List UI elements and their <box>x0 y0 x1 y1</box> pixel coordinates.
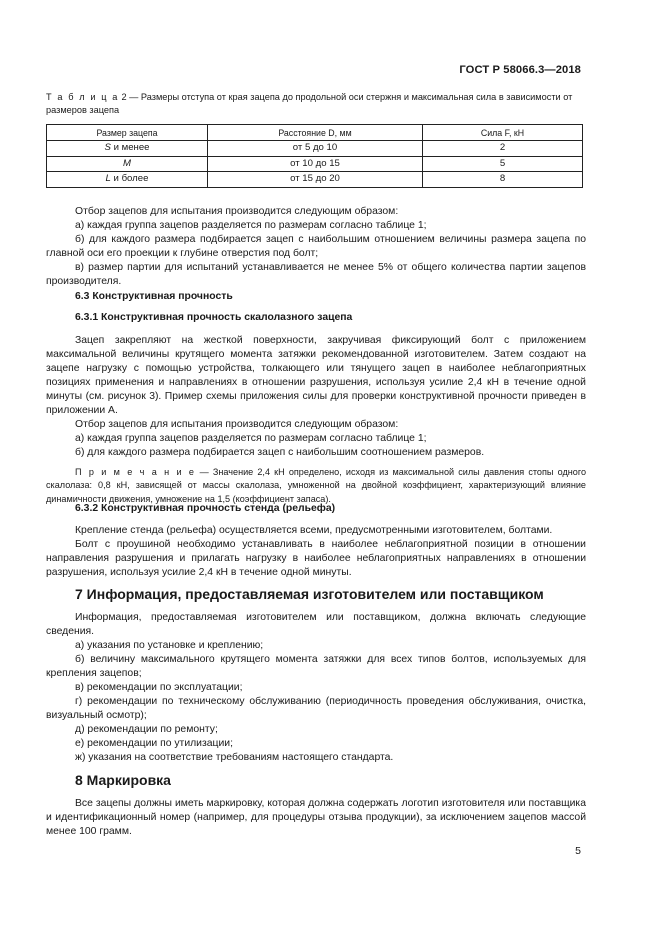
section-6-3-1 <box>46 311 586 506</box>
subsection-heading: 6.3.2 Конструктивная прочность стенда (рельефа) <box>75 503 336 514</box>
section-heading: 6.3 Конструктивная прочность <box>75 291 233 302</box>
table-row <box>47 156 583 172</box>
cell-size: S и менее <box>47 141 208 157</box>
cell-distance: от 15 до 20 <box>208 172 423 188</box>
list-item: ж) указания на соответствие требованиям настоящего стандарта. <box>75 752 394 763</box>
cell-force: 5 <box>423 156 583 172</box>
paragraph: Информация, предоставляемая изготовителем или поставщиком, должна включать следующие сведения. <box>46 612 586 637</box>
paragraph: Отбор зацепов для испытания производится следующим образом: <box>75 419 399 430</box>
col-header-size: Размер зацепа <box>47 125 208 141</box>
size-table <box>46 124 583 188</box>
table-caption-prefix: Т а б л и ц а <box>46 92 119 102</box>
col-header-force: Сила F, кН <box>423 125 583 141</box>
list-item: е) рекомендации по утилизации; <box>75 738 233 749</box>
cell-size: L и более <box>47 172 208 188</box>
paragraph: Болт с проушиной необходимо устанавливать в наиболее неблагоприятной позиции в отношении направления разрушения и прилагать нагрузку в наиболее неблагоприятных направлениях в отношении разрушения, используя усилие 2,4 кН в течение одной минуты. <box>46 539 586 578</box>
section-7 <box>46 587 586 765</box>
list-item: б) для каждого размера подбирается зацеп с наибольшим отношением величины размера зацепа по главной оси его проекции к глубине отверстия под болт; <box>46 234 586 259</box>
paragraph: Зацеп закрепляют на жесткой поверхности, закручивая фиксирующий болт с приложением максимальной величины крутящего момента затяжки рекомендованной изготовителем. Затем создают на зацепе нагрузку с помощью устройства, толкающего или тянущего зацеп в наиболее неблагоприятных позициях применения и направлениях в отношении разрушения, используя усилие 2,4 кН в течение одной минуты (см. рисунок 3). Пример схемы приложения силы для проверки конструктивной прочности приведен в приложении А. <box>46 335 586 416</box>
list-item: д) рекомендации по ремонту; <box>75 724 218 735</box>
list-item: в) размер партии для испытаний устанавливается не менее 5% от общего количества партии зацепов производителя. <box>46 262 586 287</box>
list-item: а) каждая группа зацепов разделяется по размерам согласно таблице 1; <box>75 220 427 231</box>
cell-size: M <box>47 156 208 172</box>
standard-header: ГОСТ Р 58066.3—2018 <box>459 64 581 76</box>
cell-distance: от 5 до 10 <box>208 141 423 157</box>
section-6-3-2 <box>46 502 586 580</box>
section-heading: 8 Маркировка <box>75 772 171 788</box>
cell-force: 2 <box>423 141 583 157</box>
section-heading: 7 Информация, предоставляемая изготовителем или поставщиком <box>75 586 544 602</box>
list-item: а) указания по установке и креплению; <box>75 640 264 651</box>
table-caption <box>46 91 586 116</box>
table-header-row <box>47 125 583 141</box>
table-caption-text: 2 — Размеры отступа от края зацепа до продольной оси стержня и максимальная сила в зависимости от размеров зацепа <box>46 92 573 115</box>
list-item: а) каждая группа зацепов разделяется по размерам согласно таблице 1; <box>75 433 427 444</box>
paragraph: Крепление стенда (рельефа) осуществляется всеми, предусмотренными изготовителем, болтами. <box>75 525 553 536</box>
table-row <box>47 172 583 188</box>
cell-force: 8 <box>423 172 583 188</box>
table-row <box>47 141 583 157</box>
col-header-distance: Расстояние D, мм <box>208 125 423 141</box>
paragraph: Отбор зацепов для испытания производится следующим образом: <box>75 206 399 217</box>
page-number: 5 <box>575 845 581 857</box>
intro-block <box>46 205 586 289</box>
note: П р и м е ч а н и е — Значение 2,4 кН определено, исходя из максимальной силы давления стопы одного скалолаза: 0,8 кН, зависящей от массы скалолаза, умноженной на двойной коэффициент, характеризующий влияние динамичности движения, умножение на 1,5 (коэффициент запаса). <box>46 467 587 504</box>
paragraph: Все зацепы должны иметь маркировку, которая должна содержать логотип изготовителя или поставщика и идентификационный номер (например, для процедуры отзыва продукции), за исключением зацепов массой менее 100 грамм. <box>46 798 586 837</box>
list-item: г) рекомендации по техническому обслуживанию (периодичность проведения обслуживания, очистка, визуальный осмотр); <box>46 696 586 721</box>
cell-distance: от 10 до 15 <box>208 156 423 172</box>
section-8 <box>46 773 586 839</box>
list-item: б) для каждого размера подбирается зацеп с наибольшим соотношением размеров. <box>75 447 485 458</box>
subsection-heading: 6.3.1 Конструктивная прочность скалолазного зацепа <box>75 312 353 323</box>
section-6-3-heading <box>46 290 586 304</box>
list-item: в) рекомендации по эксплуатации; <box>75 682 243 693</box>
list-item: б) величину максимального крутящего момента затяжки для всех типов болтов, используемых для крепления зацепов; <box>46 654 586 679</box>
